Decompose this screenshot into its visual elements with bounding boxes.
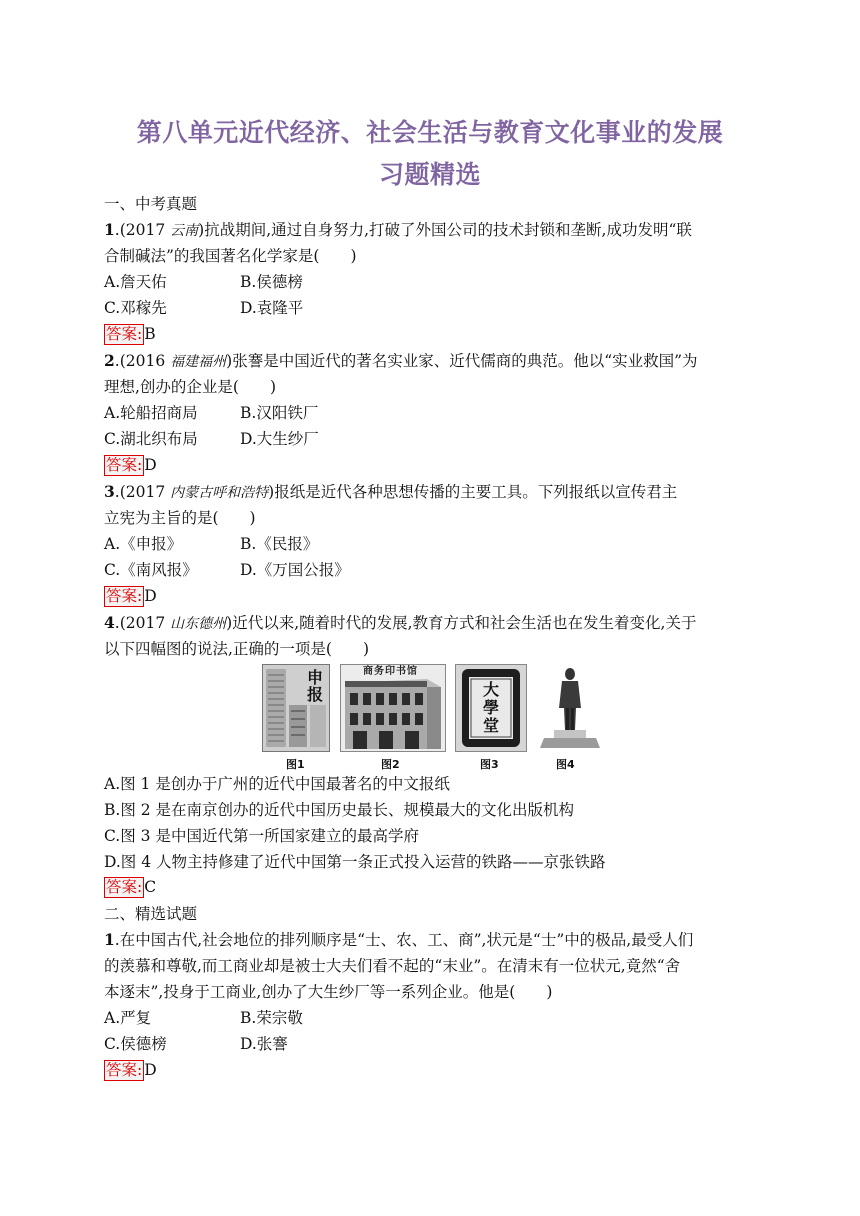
question-4-option-c: C.图 3 是中国近代第一所国家建立的最高学府 [104,827,419,845]
answer-4 [104,877,156,898]
question-4-option-b: B.图 2 是在南京创办的近代中国历史最长、规模最大的文化出版机构 [104,801,575,819]
option-a: A.《申报》 [104,535,183,553]
question-4-option-d: D.图 4 人物主持修建了近代中国第一条正式投入运营的铁路——京张铁路 [104,853,606,871]
question-number: 1 [104,930,115,949]
option-c: C.侯德榜 [104,1035,167,1053]
question-4-line-2: 以下四幅图的说法,正确的一项是( ) [104,640,370,658]
option-a: A.詹天佑 [104,273,167,291]
question-2-line-2: 理想,创办的企业是( ) [104,378,277,396]
option-b: B.荣宗敬 [240,1009,303,1027]
section-heading-1: 一、中考真题 [104,195,198,213]
source-place: 内蒙古呼和浩特 [170,485,269,501]
answer-2 [104,455,157,476]
source-year: 2016 [125,352,171,370]
answer-value: C [144,878,157,896]
question-1-line-1 [104,220,692,241]
question-4-option-a: A.图 1 是创办于广州的近代中国最著名的中文报纸 [104,775,450,793]
question-text: )近代以来,随着时代的发展,教育方式和社会生活也在发生着变化,关于 [226,614,697,632]
statue-illustration [538,664,602,750]
paren-open: .( [114,221,126,239]
question-text: )报纸是近代各种思想传播的主要工具。下列报纸以宣传君主 [268,483,678,501]
section-heading-2: 二、精选试题 [104,905,198,923]
question-3-options-cd [104,560,350,580]
building-sign: 商务印书馆 [363,666,418,677]
source-year: 2017 [125,221,171,239]
answer-value: D [144,1061,157,1079]
source-place: 山东德州 [170,616,227,632]
option-a: A.严复 [104,1009,152,1027]
question-text: )抗战期间,通过自身努力,打破了外国公司的技术封锁和垄断,成功发明“联 [198,221,692,239]
source-year: 2017 [125,483,171,501]
plaque-inscription: 大學堂 [482,680,499,735]
question-5-line-1 [104,930,693,950]
question-1-line-2: 合制碱法”的我国著名化学家是( ) [104,247,357,265]
answer-tag: 答案: [106,587,143,605]
option-b: B.汉阳铁厂 [240,404,319,422]
answer-tag: 答案: [106,878,143,896]
question-2-options-cd [104,429,319,449]
answer-3 [104,586,157,607]
page-subtitle: 习题精选 [378,160,481,189]
source-year: 2017 [125,614,171,632]
option-a: A.轮船招商局 [104,404,198,422]
option-b: B.侯德榜 [240,273,303,291]
question-text: .在中国古代,社会地位的排列顺序是“士、农、工、商”,状元是“士”中的极品,最受人们 [114,931,694,949]
option-d: D.大生纱厂 [240,430,319,448]
question-5-options-cd [104,1034,288,1054]
question-5-line-2: 的羡慕和尊敬,而工商业却是被士大夫们看不起的“末业”。在清末有一位状元,竟然“舍 [104,957,681,975]
option-c: C.邓稼先 [104,299,167,317]
figure-caption-4: 图4 [556,758,575,771]
question-text: )张謇是中国近代的著名实业家、近代儒商的典范。他以“实业救国”为 [226,352,698,370]
figure-caption-1: 图1 [286,758,305,771]
answer-tag: 答案: [106,456,143,474]
question-number: 4 [104,613,115,632]
option-c: C.《南风报》 [104,561,198,579]
question-5-options-ab [104,1008,303,1028]
source-place: 云南 [170,223,199,239]
answer-1 [104,324,156,345]
option-d: D.《万国公报》 [240,561,350,579]
answer-value: D [144,456,157,474]
question-5-line-3: 本逐末”,投身于工商业,创办了大生纱厂等一系列企业。他是( ) [104,983,553,1001]
paren-open: .( [114,483,126,501]
option-c: C.湖北织布局 [104,430,198,448]
figure-caption-3: 图3 [480,758,499,771]
question-3-line-2: 立宪为主旨的是( ) [104,509,256,527]
option-d: D.张謇 [240,1035,288,1053]
answer-tag: 答案: [106,325,143,343]
answer-value: D [144,587,157,605]
question-number: 1 [104,220,115,239]
answer-value: B [144,325,156,343]
plaque-image [455,664,527,752]
newspaper-masthead: 申报 [307,668,324,704]
figure-strip [262,664,768,774]
building-image [340,664,446,752]
newspaper-image [262,664,330,752]
figure-caption-2: 图2 [381,758,400,771]
statue-image [538,664,602,750]
option-b: B.《民报》 [240,535,319,553]
question-number: 3 [104,482,115,501]
answer-5 [104,1060,157,1081]
question-1-options-ab [104,272,303,292]
question-3-options-ab [104,534,318,554]
question-2-options-ab [104,403,318,423]
paren-open: .( [114,614,126,632]
paren-open: .( [114,352,126,370]
answer-tag: 答案: [106,1061,143,1079]
page-title: 第八单元近代经济、社会生活与教育文化事业的发展 [136,118,724,147]
source-place: 福建福州 [170,354,227,370]
question-3-line-1 [104,482,677,503]
question-4-line-1 [104,613,697,634]
question-1-options-cd [104,298,303,318]
question-number: 2 [104,351,115,370]
option-d: D.袁隆平 [240,299,304,317]
question-2-line-1 [104,351,698,372]
